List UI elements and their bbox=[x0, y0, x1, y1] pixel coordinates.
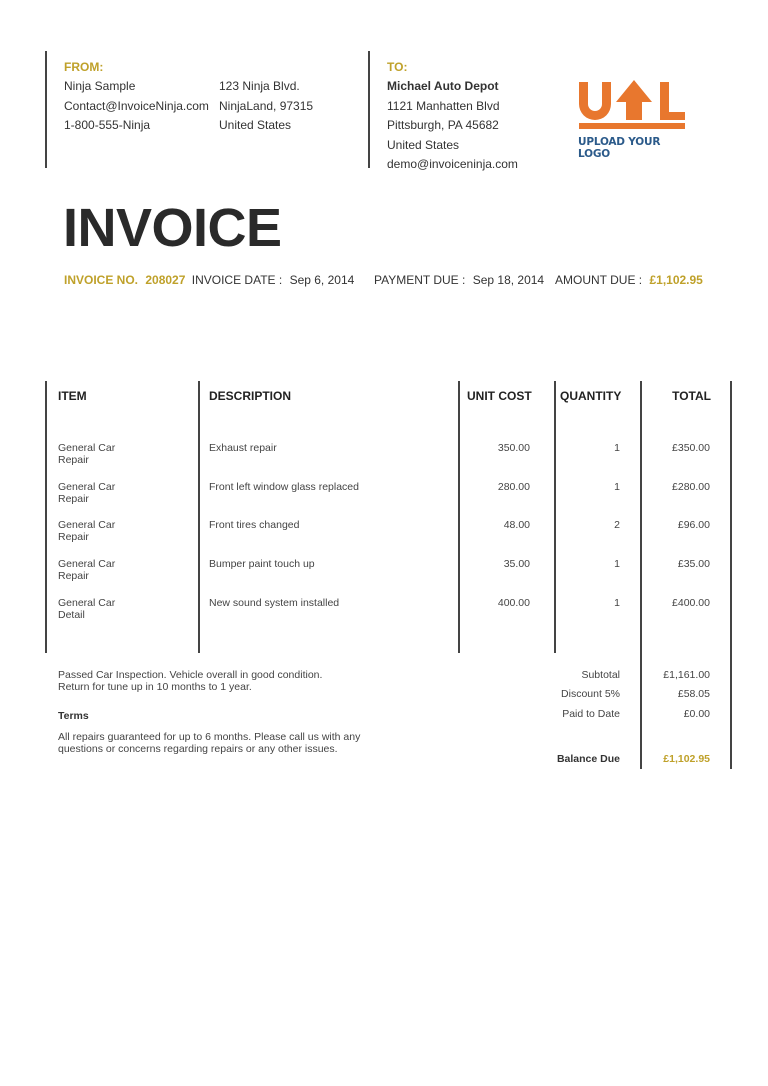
table-rule-right bbox=[730, 381, 732, 769]
header-total: TOTAL bbox=[672, 389, 711, 403]
to-address bbox=[387, 77, 518, 175]
discount-label: Discount 5% bbox=[561, 688, 620, 700]
row-quantity: 1 bbox=[614, 481, 620, 493]
paid-value: £0.00 bbox=[683, 708, 710, 720]
table-rule-desc bbox=[458, 381, 460, 653]
row-total: £35.00 bbox=[677, 558, 710, 570]
row-unit-cost: 280.00 bbox=[497, 481, 530, 493]
from-address1: 123 Ninja Blvd. bbox=[219, 79, 300, 93]
to-label: TO: bbox=[387, 60, 408, 74]
terms-line-2: questions or concerns regarding repairs or any other issues. bbox=[58, 743, 338, 755]
to-name: Michael Auto Depot bbox=[387, 79, 499, 93]
row-description: Bumper paint touch up bbox=[209, 558, 315, 570]
from-country: United States bbox=[219, 118, 292, 132]
to-country: United States bbox=[387, 137, 460, 152]
row-description: Front left window glass replaced bbox=[209, 481, 359, 493]
invoice-number-label: INVOICE NO. bbox=[64, 273, 139, 287]
header-item: ITEM bbox=[58, 389, 87, 403]
subtotal-value: £1,161.00 bbox=[663, 669, 710, 681]
notes-line-1: Passed Car Inspection. Vehicle overall in good condition. bbox=[58, 669, 323, 681]
header-unit-cost: UNIT COST bbox=[467, 389, 532, 403]
from-email: Contact@InvoiceNinja.com bbox=[64, 98, 209, 113]
from-address bbox=[219, 77, 313, 136]
from-name: Ninja Sample bbox=[64, 79, 136, 93]
row-quantity: 2 bbox=[614, 519, 620, 531]
row-item: General Car Detail bbox=[58, 597, 116, 621]
from-label: FROM: bbox=[64, 60, 104, 74]
row-unit-cost: 400.00 bbox=[497, 597, 530, 609]
row-item: General Car Repair bbox=[58, 481, 116, 505]
invoice-title: INVOICE bbox=[63, 198, 282, 258]
invoice-date-label: INVOICE DATE : bbox=[191, 273, 283, 287]
to-email: demo@invoiceninja.com bbox=[387, 157, 518, 171]
terms-label: Terms bbox=[58, 710, 89, 722]
from-phone: 1-800-555-Ninja bbox=[64, 118, 151, 132]
upload-logo-icon bbox=[576, 78, 688, 130]
company-logo bbox=[576, 78, 688, 160]
invoice-meta bbox=[64, 273, 354, 287]
payment-due-label: PAYMENT DUE : bbox=[374, 273, 466, 287]
from-address2: NinjaLand, 97315 bbox=[219, 98, 314, 113]
invoice-number: 208027 bbox=[145, 273, 186, 287]
logo-caption: UPLOAD YOUR LOGO bbox=[578, 136, 661, 160]
row-item: General Car Repair bbox=[58, 519, 116, 543]
balance-due-label: Balance Due bbox=[556, 753, 620, 765]
row-quantity: 1 bbox=[614, 597, 620, 609]
row-description: Front tires changed bbox=[209, 519, 300, 531]
row-total: £280.00 bbox=[672, 481, 710, 493]
header-description: DESCRIPTION bbox=[209, 389, 292, 403]
table-rule-item bbox=[198, 381, 200, 653]
row-description: New sound system installed bbox=[209, 597, 340, 609]
table-rule-left bbox=[45, 381, 47, 653]
row-unit-cost: 35.00 bbox=[503, 558, 530, 570]
table-rule-unit bbox=[554, 381, 556, 653]
terms-line-1: All repairs guaranteed for up to 6 months. Please call us with any bbox=[58, 731, 361, 743]
row-total: £400.00 bbox=[672, 597, 710, 609]
terms-text bbox=[58, 731, 360, 755]
row-description: Exhaust repair bbox=[209, 442, 277, 454]
row-quantity: 1 bbox=[614, 558, 620, 570]
row-item: General Car Repair bbox=[58, 558, 116, 582]
paid-label: Paid to Date bbox=[562, 708, 620, 720]
row-total: £96.00 bbox=[677, 519, 710, 531]
row-unit-cost: 48.00 bbox=[503, 519, 530, 531]
notes-line-2: Return for tune up in 10 months to 1 year. bbox=[58, 681, 252, 693]
row-quantity: 1 bbox=[614, 442, 620, 454]
amount-due-label: AMOUNT DUE : bbox=[555, 273, 643, 287]
subtotal-label: Subtotal bbox=[581, 669, 620, 681]
from-divider bbox=[45, 51, 47, 168]
to-address2: Pittsburgh, PA 45682 bbox=[387, 118, 499, 132]
to-divider bbox=[368, 51, 370, 168]
row-item: General Car Repair bbox=[58, 442, 116, 466]
header-quantity: QUANTITY bbox=[560, 389, 622, 403]
payment-due-date: Sep 18, 2014 bbox=[472, 273, 545, 287]
invoice-notes bbox=[58, 669, 322, 693]
invoice-date: Sep 6, 2014 bbox=[289, 273, 355, 287]
row-total: £350.00 bbox=[672, 442, 710, 454]
to-address1: 1121 Manhatten Blvd bbox=[387, 98, 500, 113]
balance-due-value: £1,102.95 bbox=[663, 753, 710, 765]
payment-due bbox=[374, 273, 544, 287]
amount-due-value: £1,102.95 bbox=[649, 273, 703, 287]
amount-due bbox=[555, 273, 703, 287]
discount-value: £58.05 bbox=[677, 688, 710, 700]
from-contact bbox=[64, 77, 209, 136]
row-unit-cost: 350.00 bbox=[497, 442, 530, 454]
